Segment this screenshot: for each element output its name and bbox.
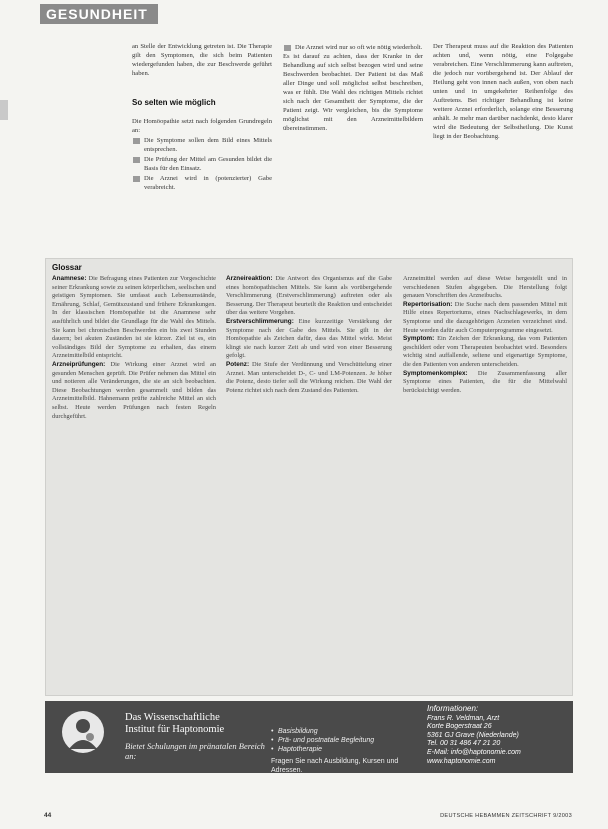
glossary-title: Glossar: [52, 263, 82, 272]
glossary-definition: Eine kurzzeitige Verstärkung der Symptome nach der Gabe des Mittels. Sie gilt in der Homöopathie als Zeichen dafür, dass das Mittel wirkt. Meist klingt sie nach kurzer Zeit ab und wird von einer Besserung gefolgt.: [226, 317, 392, 360]
advertisement-box: [45, 701, 573, 773]
contact-title: Informationen:: [427, 704, 479, 713]
institute-name: [125, 712, 275, 736]
page-margin-marker: [0, 100, 8, 120]
glossary-term: Symptom:: [403, 335, 435, 343]
glossary-column-3: [403, 275, 567, 395]
article-column-2: [283, 42, 423, 133]
glossary-definition: Die Stufe der Verdünnung und Verschüttelung einer Arznei. Man unterscheidet D-, C- und LM-Potenzen. Je höher die Potenz, desto tiefer soll die Wirkung reichen. Die Wahl der Potenz richtet sich nach dem Zustand des Patienten.: [226, 360, 392, 394]
journal-name: DEUTSCHE HEBAMMEN ZEITSCHRIFT 9/2003: [440, 813, 572, 819]
institute-name-line: Das Wissenschaftliche: [125, 712, 220, 723]
bullet-item: Die Symptome sollen dem Bild eines Mittels entsprechen.: [132, 136, 272, 154]
glossary-entry: [52, 361, 216, 421]
glossary-term: Symptomenkomplex:: [403, 369, 468, 377]
subheading: So selten wie möglich: [132, 98, 216, 107]
glossary-entry: [403, 370, 567, 396]
glossary-definition: Die Zusammenfassung aller Symptome eines Patienten, die für die Mittelwahl berücksichtigt werden.: [403, 369, 567, 394]
section-tab: GESUNDHEIT: [40, 4, 158, 24]
glossary-definition: Arzneimittel werden auf diese Weise hergestellt und in verschiedenen Stufen abgegeben. Die Herstellung folgt genauen Vorschriften des Arzneibuchs.: [403, 275, 567, 300]
contact-line: Frans R. Veldman, Arzt: [427, 714, 500, 722]
contact-line: Tel. 00 31 486 47 21 20: [427, 740, 501, 748]
glossary-definition: Die Suche nach dem passenden Mittel mit Hilfe eines Repertoriums, eines Nachschlagewerks, in dem Symptome und die dazugehörigen Arzneien verzeichnet sind. Heute werden dafür auch Computerprogramme eingesetzt.: [403, 300, 568, 334]
glossary-entry: [403, 301, 567, 335]
glossary-entry: [226, 318, 392, 361]
contact-line: 5361 GJ Grave (Niederlande): [427, 731, 519, 739]
glossary-term: Arzneireaktion:: [226, 275, 273, 282]
glossary-term: Anamnese:: [52, 275, 87, 282]
services-list: [271, 727, 411, 754]
paragraph: an Stelle der Entwicklung getreten ist. Die Therapie gilt den Symptomen, die sich beim Patienten wiedergefunden haben, die zur Beschwerde geführt haben.: [132, 43, 272, 77]
glossary-entry: [226, 275, 392, 318]
glossary-entry: [226, 361, 392, 395]
glossary-entry: [52, 275, 216, 361]
service-item: • Basisbildung: [271, 727, 411, 736]
service-item: • Haptotherapie: [271, 745, 411, 754]
page-number: 44: [44, 812, 52, 819]
ad-slogan: Bietet Schulungen im pränatalen Bereich an:: [125, 741, 265, 761]
glossary-definition: Die Wirkung einer Arznei wird an gesunden Menschen geprüft. Die Prüfer nehmen das Mittel ein und notieren alle Veränderungen, die sie an sich beobachten. Diese Beobachtungen werden gesammelt und bilden das Arzneimittelbild. Hahnemann prüfte zahlreiche Mittel an sich selbst. Heute werden Prüfungen nach festen Regeln durchgeführt.: [52, 360, 216, 420]
glossary-term: Erstverschlimmerung:: [226, 317, 294, 325]
ad-note: Fragen Sie nach Ausbildung, Kursen und Adressen.: [271, 758, 399, 774]
haptonomie-logo-icon: [61, 709, 105, 755]
bullet-item: Die Prüfung der Mittel am Gesunden bildet die Basis für den Einsatz.: [132, 155, 272, 173]
glossary-entry: [403, 335, 567, 369]
glossary-column-2: [226, 275, 392, 395]
article-column-3: [433, 42, 573, 141]
glossary-definition: Die Antwort des Organismus auf die Gabe eines homöopathischen Mittels. Sie kann als vorübergehende Verschlimmerung (Erstverschlimmerung) auftreten oder als Besserung. Der Therapeut beurteilt die Reaktion und entscheidet über das weitere Vorgehen.: [226, 275, 392, 317]
contact-email[interactable]: E-Mail: info@haptonomie.com: [427, 748, 521, 756]
glossary-term: Repertorisation:: [403, 300, 453, 308]
bullet-item: Die Arznei wird nur so oft wie nötig wiederholt.: [283, 43, 423, 52]
institute-name-line: Institut für Haptonomie: [125, 724, 225, 735]
glossary-definition: Ein Zeichen der Erkrankung, das vom Patienten geschildert oder vom Therapeuten beobachtet wird. Besonders wichtig sind auffallende, seltene und eigenartige Symptome, die den Patienten von anderen unterscheiden.: [403, 335, 567, 368]
glossary-column-1: [52, 275, 216, 421]
glossary-term: Arzneiprüfungen:: [52, 360, 106, 368]
contact-info: [427, 705, 567, 766]
glossary-entry: [403, 275, 567, 301]
paragraph: Es ist darauf zu achten, dass der Kranke in der Behandlung auf sich selbst bezogen wird und seine Beschwerden beobachtet. Der Patient ist das Maß aller Dinge und soll möglichst selbst beschreiben, was er fühlt. Die Wahl des richtigen Mittels richtet sich nach der Gesamtheit der Symptome, die der Patient zeigt. Wir vergleichen, bis die Symptome möglichst mit den Arzneimittelbildern übereinstimmen.: [283, 53, 423, 132]
article-column-1: [132, 42, 272, 192]
glossary-term: Potenz:: [226, 360, 250, 368]
glossary-definition: Die Befragung eines Patienten zur Vorgeschichte seiner Erkrankung sowie zu seinen körperlichen, seelischen und geistigen Symptomen. Sie umfasst auch Lebensumstände, Ernährung, Schlaf, Gemütszustand und frühere Erkrankungen. In der klassischen Homöopathie ist die Anamnese sehr ausführlich und bildet die Grundlage für die Wahl des Mittels. Sie kann bei chronischen Beschwerden ein bis zwei Stunden dauern; bei akuten Zuständen ist sie kürzer. Ziel ist es, ein vollständiges Bild der Symptome zu erhalten, das einem Arzneimittelbild entspricht.: [52, 275, 216, 360]
paragraph: Der Therapeut muss auf die Reaktion des Patienten achten und, wenn nötig, eine Folgegabe verabreichen. Eine Verschlimmerung kann auftreten, die jedoch nur vorübergehend ist. Der Ablauf der Heilung geht von innen nach außen, von oben nach unten und in umgekehrter Reihenfolge des Auftretens. Bei richtiger Behandlung ist keine weitere Arznei erforderlich, solange eine Besserung anhält. Je mehr man darüber nachdenkt, desto klarer wird die Bedeutung der Selbstheilung. Die Kunst liegt in der Beobachtung.: [433, 43, 573, 140]
contact-website[interactable]: www.haptonomie.com: [427, 757, 496, 765]
service-item: • Prä- und postnatale Begleitung: [271, 736, 411, 745]
paragraph: Die Homöopathie setzt nach folgenden Grundregeln an:: [132, 118, 272, 134]
bullet-item: Die Arznei wird in (potenzierter) Gabe verabreicht.: [132, 174, 272, 192]
contact-line: Korte Bogerstraat 26: [427, 723, 492, 731]
